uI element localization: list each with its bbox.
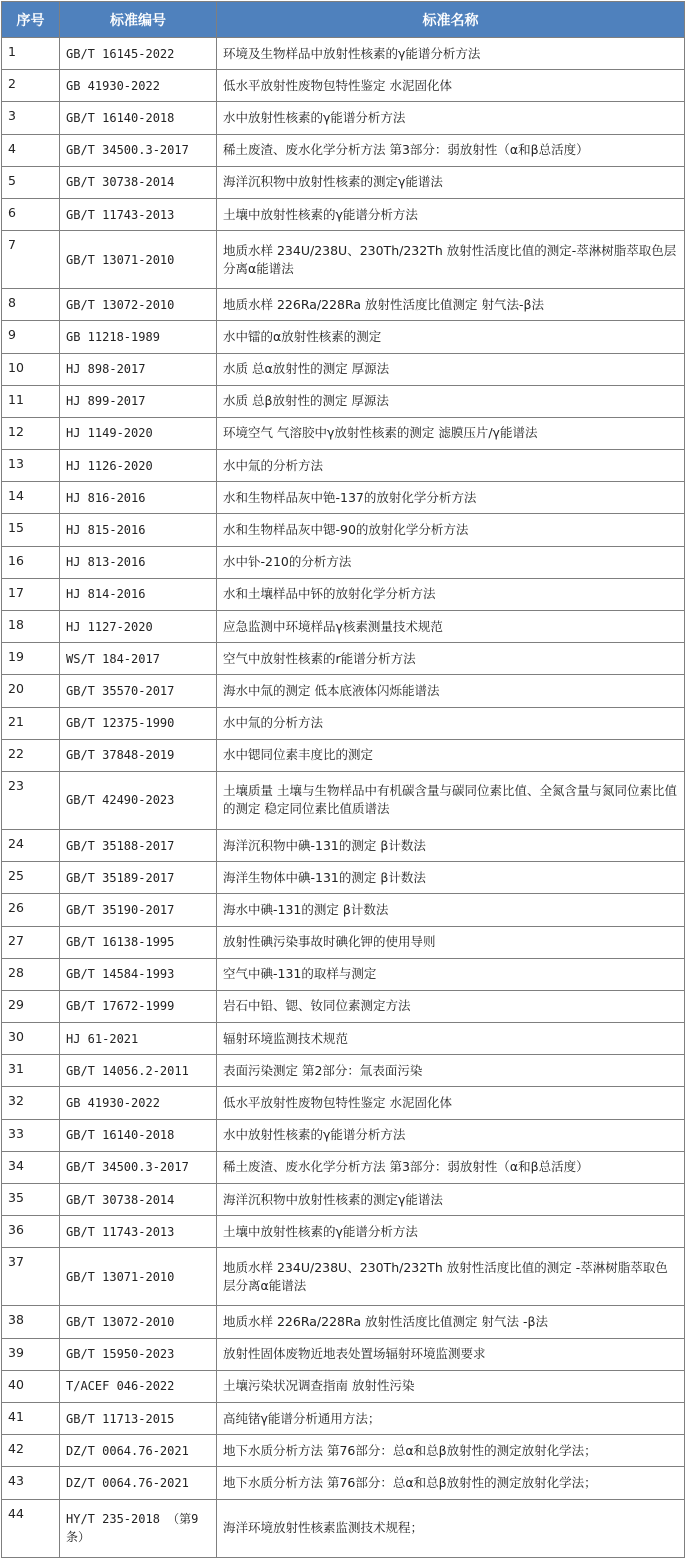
standard-name: 高纯锗γ能谱分析通用方法； <box>217 1402 685 1434</box>
standard-name: 水中放射性核素的γ能谱分析方法 <box>217 102 685 134</box>
standards-table <box>1 1 685 1558</box>
standard-code: GB/T 35190-2017 <box>60 894 217 926</box>
table-row <box>2 1119 685 1151</box>
row-number: 41 <box>2 1402 60 1434</box>
standard-code: GB/T 34500.3-2017 <box>60 134 217 166</box>
standard-name: 地质水样 234U/238U、230Th/232Th 放射性活度比值的测定 -萃淋树脂萃取色层分离α能谱法 <box>217 1248 685 1306</box>
row-number: 6 <box>2 198 60 230</box>
table-row <box>2 643 685 675</box>
header-seq: 序号 <box>2 2 60 38</box>
standard-name: 水中放射性核素的γ能谱分析方法 <box>217 1119 685 1151</box>
standard-code: GB/T 35188-2017 <box>60 829 217 861</box>
row-number: 13 <box>2 450 60 482</box>
table-row <box>2 166 685 198</box>
row-number: 5 <box>2 166 60 198</box>
row-number: 27 <box>2 926 60 958</box>
row-number: 28 <box>2 958 60 990</box>
standard-name: 水中钋-210的分析方法 <box>217 546 685 578</box>
row-number: 23 <box>2 771 60 829</box>
standard-name: 应急监测中环境样品γ核素测量技术规范 <box>217 611 685 643</box>
standard-code: WS/T 184-2017 <box>60 643 217 675</box>
row-number: 9 <box>2 321 60 353</box>
standard-name: 地下水质分析方法 第76部分：总α和总β放射性的测定放射化学法； <box>217 1435 685 1467</box>
standard-name: 辐射环境监测技术规范 <box>217 1023 685 1055</box>
standard-code: GB 41930-2022 <box>60 1087 217 1119</box>
standard-code: GB/T 15950-2023 <box>60 1338 217 1370</box>
row-number: 44 <box>2 1499 60 1557</box>
standard-code: DZ/T 0064.76-2021 <box>60 1435 217 1467</box>
table-row <box>2 417 685 449</box>
row-number: 26 <box>2 894 60 926</box>
row-number: 14 <box>2 482 60 514</box>
standard-code: GB/T 42490-2023 <box>60 771 217 829</box>
table-row <box>2 578 685 610</box>
row-number: 30 <box>2 1023 60 1055</box>
table-row <box>2 1184 685 1216</box>
table-row <box>2 546 685 578</box>
standard-code: HJ 815-2016 <box>60 514 217 546</box>
row-number: 29 <box>2 990 60 1022</box>
standard-code: GB/T 16145-2022 <box>60 38 217 70</box>
standard-name: 水中氚的分析方法 <box>217 450 685 482</box>
standard-name: 海洋沉积物中放射性核素的测定γ能谱法 <box>217 166 685 198</box>
row-number: 1 <box>2 38 60 70</box>
standard-name: 水和土壤样品中钚的放射化学分析方法 <box>217 578 685 610</box>
standard-code: HJ 813-2016 <box>60 546 217 578</box>
standard-code: GB 41930-2022 <box>60 70 217 102</box>
standard-name: 稀土废渣、废水化学分析方法 第3部分：弱放射性（α和β总活度） <box>217 1151 685 1183</box>
table-row <box>2 353 685 385</box>
table-row <box>2 1499 685 1557</box>
standard-code: GB/T 13072-2010 <box>60 1306 217 1338</box>
table-row <box>2 707 685 739</box>
standard-name: 水中氚的分析方法 <box>217 707 685 739</box>
standard-code: GB/T 13071-2010 <box>60 231 217 289</box>
standard-code: DZ/T 0064.76-2021 <box>60 1467 217 1499</box>
table-row <box>2 482 685 514</box>
table-row <box>2 958 685 990</box>
table-row <box>2 134 685 166</box>
header-name: 标准名称 <box>217 2 685 38</box>
row-number: 2 <box>2 70 60 102</box>
standard-code: HJ 1127-2020 <box>60 611 217 643</box>
table-row <box>2 102 685 134</box>
row-number: 10 <box>2 353 60 385</box>
row-number: 40 <box>2 1370 60 1402</box>
standard-name: 土壤污染状况调查指南 放射性污染 <box>217 1370 685 1402</box>
row-number: 4 <box>2 134 60 166</box>
standard-code: HJ 1126-2020 <box>60 450 217 482</box>
standard-name: 水质 总α放射性的测定 厚源法 <box>217 353 685 385</box>
table-row <box>2 926 685 958</box>
header-row <box>2 2 685 38</box>
row-number: 24 <box>2 829 60 861</box>
row-number: 18 <box>2 611 60 643</box>
row-number: 34 <box>2 1151 60 1183</box>
table-row <box>2 1306 685 1338</box>
standard-name: 海水中碘-131的测定 β计数法 <box>217 894 685 926</box>
standard-code: GB/T 11743-2013 <box>60 198 217 230</box>
standard-name: 海洋生物体中碘-131的测定 β计数法 <box>217 862 685 894</box>
row-number: 38 <box>2 1306 60 1338</box>
standard-code: GB/T 16138-1995 <box>60 926 217 958</box>
standard-code: GB/T 30738-2014 <box>60 1184 217 1216</box>
standard-code: HY/T 235-2018 （第9条） <box>60 1499 217 1557</box>
standard-code: GB/T 13071-2010 <box>60 1248 217 1306</box>
row-number: 36 <box>2 1216 60 1248</box>
row-number: 3 <box>2 102 60 134</box>
standard-name: 稀土废渣、废水化学分析方法 第3部分：弱放射性（α和β总活度） <box>217 134 685 166</box>
row-number: 17 <box>2 578 60 610</box>
table-row <box>2 771 685 829</box>
standard-code: HJ 814-2016 <box>60 578 217 610</box>
standard-name: 地质水样 226Ra/228Ra 放射性活度比值测定 射气法 -β法 <box>217 1306 685 1338</box>
standard-code: GB/T 14056.2-2011 <box>60 1055 217 1087</box>
table-row <box>2 321 685 353</box>
row-number: 15 <box>2 514 60 546</box>
row-number: 42 <box>2 1435 60 1467</box>
row-number: 39 <box>2 1338 60 1370</box>
table-row <box>2 231 685 289</box>
standard-code: GB/T 34500.3-2017 <box>60 1151 217 1183</box>
standard-code: GB/T 13072-2010 <box>60 289 217 321</box>
row-number: 21 <box>2 707 60 739</box>
row-number: 11 <box>2 385 60 417</box>
standard-name: 环境空气 气溶胶中γ放射性核素的测定 滤膜压片/γ能谱法 <box>217 417 685 449</box>
standard-name: 放射性固体废物近地表处置场辐射环境监测要求 <box>217 1338 685 1370</box>
table-row <box>2 611 685 643</box>
standard-code: GB/T 17672-1999 <box>60 990 217 1022</box>
standard-name: 空气中碘-131的取样与测定 <box>217 958 685 990</box>
table-row <box>2 862 685 894</box>
standard-name: 岩石中铅、锶、钕同位素测定方法 <box>217 990 685 1022</box>
table-row <box>2 38 685 70</box>
table-row <box>2 675 685 707</box>
standard-code: GB/T 11743-2013 <box>60 1216 217 1248</box>
row-number: 20 <box>2 675 60 707</box>
row-number: 32 <box>2 1087 60 1119</box>
standard-name: 水和生物样品灰中锶-90的放射化学分析方法 <box>217 514 685 546</box>
standard-name: 海水中氚的测定 低本底液体闪烁能谱法 <box>217 675 685 707</box>
row-number: 16 <box>2 546 60 578</box>
standard-name: 低水平放射性废物包特性鉴定 水泥固化体 <box>217 1087 685 1119</box>
row-number: 31 <box>2 1055 60 1087</box>
header-code: 标准编号 <box>60 2 217 38</box>
row-number: 19 <box>2 643 60 675</box>
row-number: 12 <box>2 417 60 449</box>
standard-name: 表面污染测定 第2部分：氚表面污染 <box>217 1055 685 1087</box>
table-row <box>2 990 685 1022</box>
row-number: 33 <box>2 1119 60 1151</box>
row-number: 8 <box>2 289 60 321</box>
standard-name: 环境及生物样品中放射性核素的γ能谱分析方法 <box>217 38 685 70</box>
standard-name: 地质水样 234U/238U、230Th/232Th 放射性活度比值的测定-萃淋树脂萃取色层分离α能谱法 <box>217 231 685 289</box>
standard-code: GB/T 30738-2014 <box>60 166 217 198</box>
standard-name: 水中锶同位素丰度比的测定 <box>217 739 685 771</box>
standard-code: GB/T 35189-2017 <box>60 862 217 894</box>
standard-name: 海洋环境放射性核素监测技术规程； <box>217 1499 685 1557</box>
standard-code: GB/T 12375-1990 <box>60 707 217 739</box>
table-row <box>2 894 685 926</box>
table-row <box>2 385 685 417</box>
standard-code: HJ 899-2017 <box>60 385 217 417</box>
standard-name: 水中镭的α放射性核素的测定 <box>217 321 685 353</box>
standard-name: 放射性碘污染事故时碘化钾的使用导则 <box>217 926 685 958</box>
standard-name: 海洋沉积物中放射性核素的测定γ能谱法 <box>217 1184 685 1216</box>
table-row <box>2 514 685 546</box>
standard-code: T/ACEF 046-2022 <box>60 1370 217 1402</box>
row-number: 25 <box>2 862 60 894</box>
standard-name: 水质 总β放射性的测定 厚源法 <box>217 385 685 417</box>
table-row <box>2 1087 685 1119</box>
table-row <box>2 1338 685 1370</box>
standard-code: GB/T 14584-1993 <box>60 958 217 990</box>
table-row <box>2 70 685 102</box>
table-row <box>2 829 685 861</box>
table-row <box>2 450 685 482</box>
standard-code: GB/T 35570-2017 <box>60 675 217 707</box>
standard-name: 低水平放射性废物包特性鉴定 水泥固化体 <box>217 70 685 102</box>
table-row <box>2 1151 685 1183</box>
standard-code: HJ 1149-2020 <box>60 417 217 449</box>
standard-name: 地质水样 226Ra/228Ra 放射性活度比值测定 射气法-β法 <box>217 289 685 321</box>
standard-code: HJ 61-2021 <box>60 1023 217 1055</box>
table-body <box>2 38 685 1558</box>
row-number: 7 <box>2 231 60 289</box>
standard-code: GB/T 37848-2019 <box>60 739 217 771</box>
row-number: 37 <box>2 1248 60 1306</box>
standard-name: 水和生物样品灰中铯-137的放射化学分析方法 <box>217 482 685 514</box>
standard-code: GB/T 11713-2015 <box>60 1402 217 1434</box>
row-number: 35 <box>2 1184 60 1216</box>
standard-name: 土壤质量 土壤与生物样品中有机碳含量与碳同位素比值、全氮含量与氮同位素比值的测定 稳定同位素比值质谱法 <box>217 771 685 829</box>
table-row <box>2 1467 685 1499</box>
row-number: 22 <box>2 739 60 771</box>
standard-name: 海洋沉积物中碘-131的测定 β计数法 <box>217 829 685 861</box>
standard-code: HJ 816-2016 <box>60 482 217 514</box>
table-row <box>2 198 685 230</box>
table-row <box>2 1055 685 1087</box>
row-number: 43 <box>2 1467 60 1499</box>
table-row <box>2 1248 685 1306</box>
table-row <box>2 1216 685 1248</box>
table-row <box>2 1435 685 1467</box>
standard-name: 空气中放射性核素的r能谱分析方法 <box>217 643 685 675</box>
standard-code: GB 11218-1989 <box>60 321 217 353</box>
table-row <box>2 1402 685 1434</box>
standard-name: 土壤中放射性核素的γ能谱分析方法 <box>217 198 685 230</box>
table-row <box>2 1370 685 1402</box>
standard-name: 土壤中放射性核素的γ能谱分析方法 <box>217 1216 685 1248</box>
standard-code: HJ 898-2017 <box>60 353 217 385</box>
standard-code: GB/T 16140-2018 <box>60 102 217 134</box>
standard-code: GB/T 16140-2018 <box>60 1119 217 1151</box>
standard-name: 地下水质分析方法 第76部分：总α和总β放射性的测定放射化学法； <box>217 1467 685 1499</box>
table-row <box>2 1023 685 1055</box>
table-row <box>2 739 685 771</box>
table-row <box>2 289 685 321</box>
